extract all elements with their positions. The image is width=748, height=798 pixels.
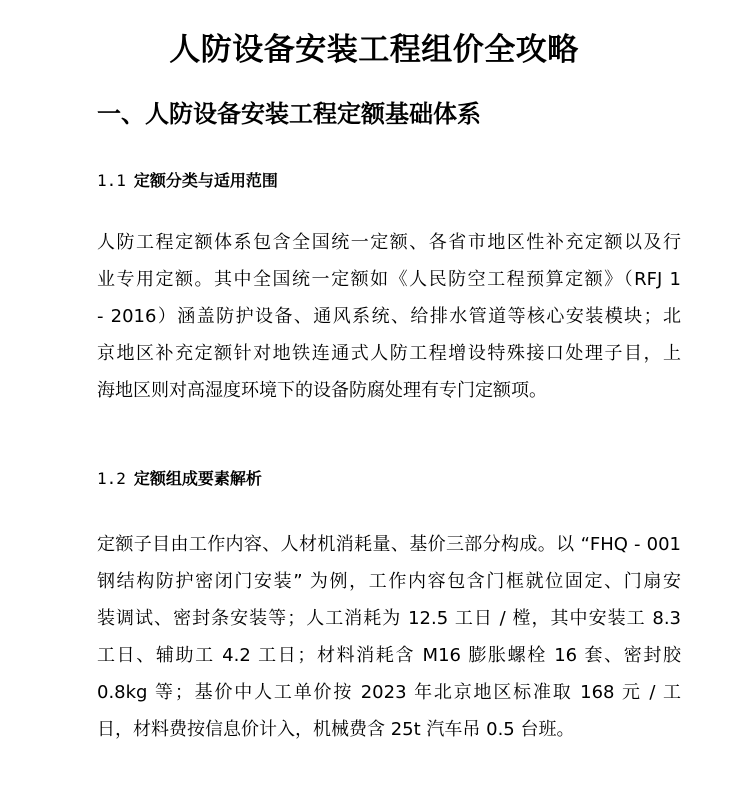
paragraph-line: 海地区则对高湿度环境下的设备防腐处理有专门定额项。 [97, 380, 547, 401]
paragraph-line: 人防工程定额体系包含全国统一定额、各省市地区性补充定额以及行 [97, 232, 681, 253]
paragraph-1-2 [97, 526, 681, 748]
paragraph-line: 定额子目由工作内容、人材机消耗量、基价三部分构成。以 “FHQ - 001 [97, 534, 681, 555]
subsection-title: 定额分类与适用范围 [133, 171, 278, 190]
paragraph-line: 业专用定额。其中全国统一定额如《人民防空工程预算定额》（RFJ 1 [97, 269, 681, 290]
paragraph-line: 钢结构防护密闭门安装” 为例，工作内容包含门框就位固定、门扇安 [97, 571, 681, 592]
subsection-heading-1-2 [97, 467, 262, 491]
paragraph-line: 京地区补充定额针对地铁连通式人防工程增设特殊接口处理子目，上 [97, 343, 681, 364]
subsection-number: 1.2 [97, 469, 126, 488]
paragraph-line: - 2016）涵盖防护设备、通风系统、给排水管道等核心安装模块；北 [97, 306, 681, 327]
paragraph-line: 工日、辅助工 4.2 工日；材料消耗含 M16 膨胀螺栓 16 套、密封胶 [97, 645, 681, 666]
section-heading: 一、人防设备安装工程定额基础体系 [97, 100, 481, 128]
subsection-heading-1-1 [97, 169, 278, 193]
paragraph-line: 装调试、密封条安装等；人工消耗为 12.5 工日 / 樘，其中安装工 8.3 [97, 608, 681, 629]
paragraph-line: 日，材料费按信息价计入，机械费含 25t 汽车吊 0.5 台班。 [97, 719, 575, 740]
document-title: 人防设备安装工程组价全攻略 [169, 32, 579, 68]
subsection-number: 1.1 [97, 171, 126, 190]
paragraph-line: 0.8kg 等；基价中人工单价按 2023 年北京地区标准取 168 元 / 工 [97, 682, 681, 703]
subsection-title: 定额组成要素解析 [133, 469, 262, 488]
paragraph-1-1 [97, 224, 681, 409]
